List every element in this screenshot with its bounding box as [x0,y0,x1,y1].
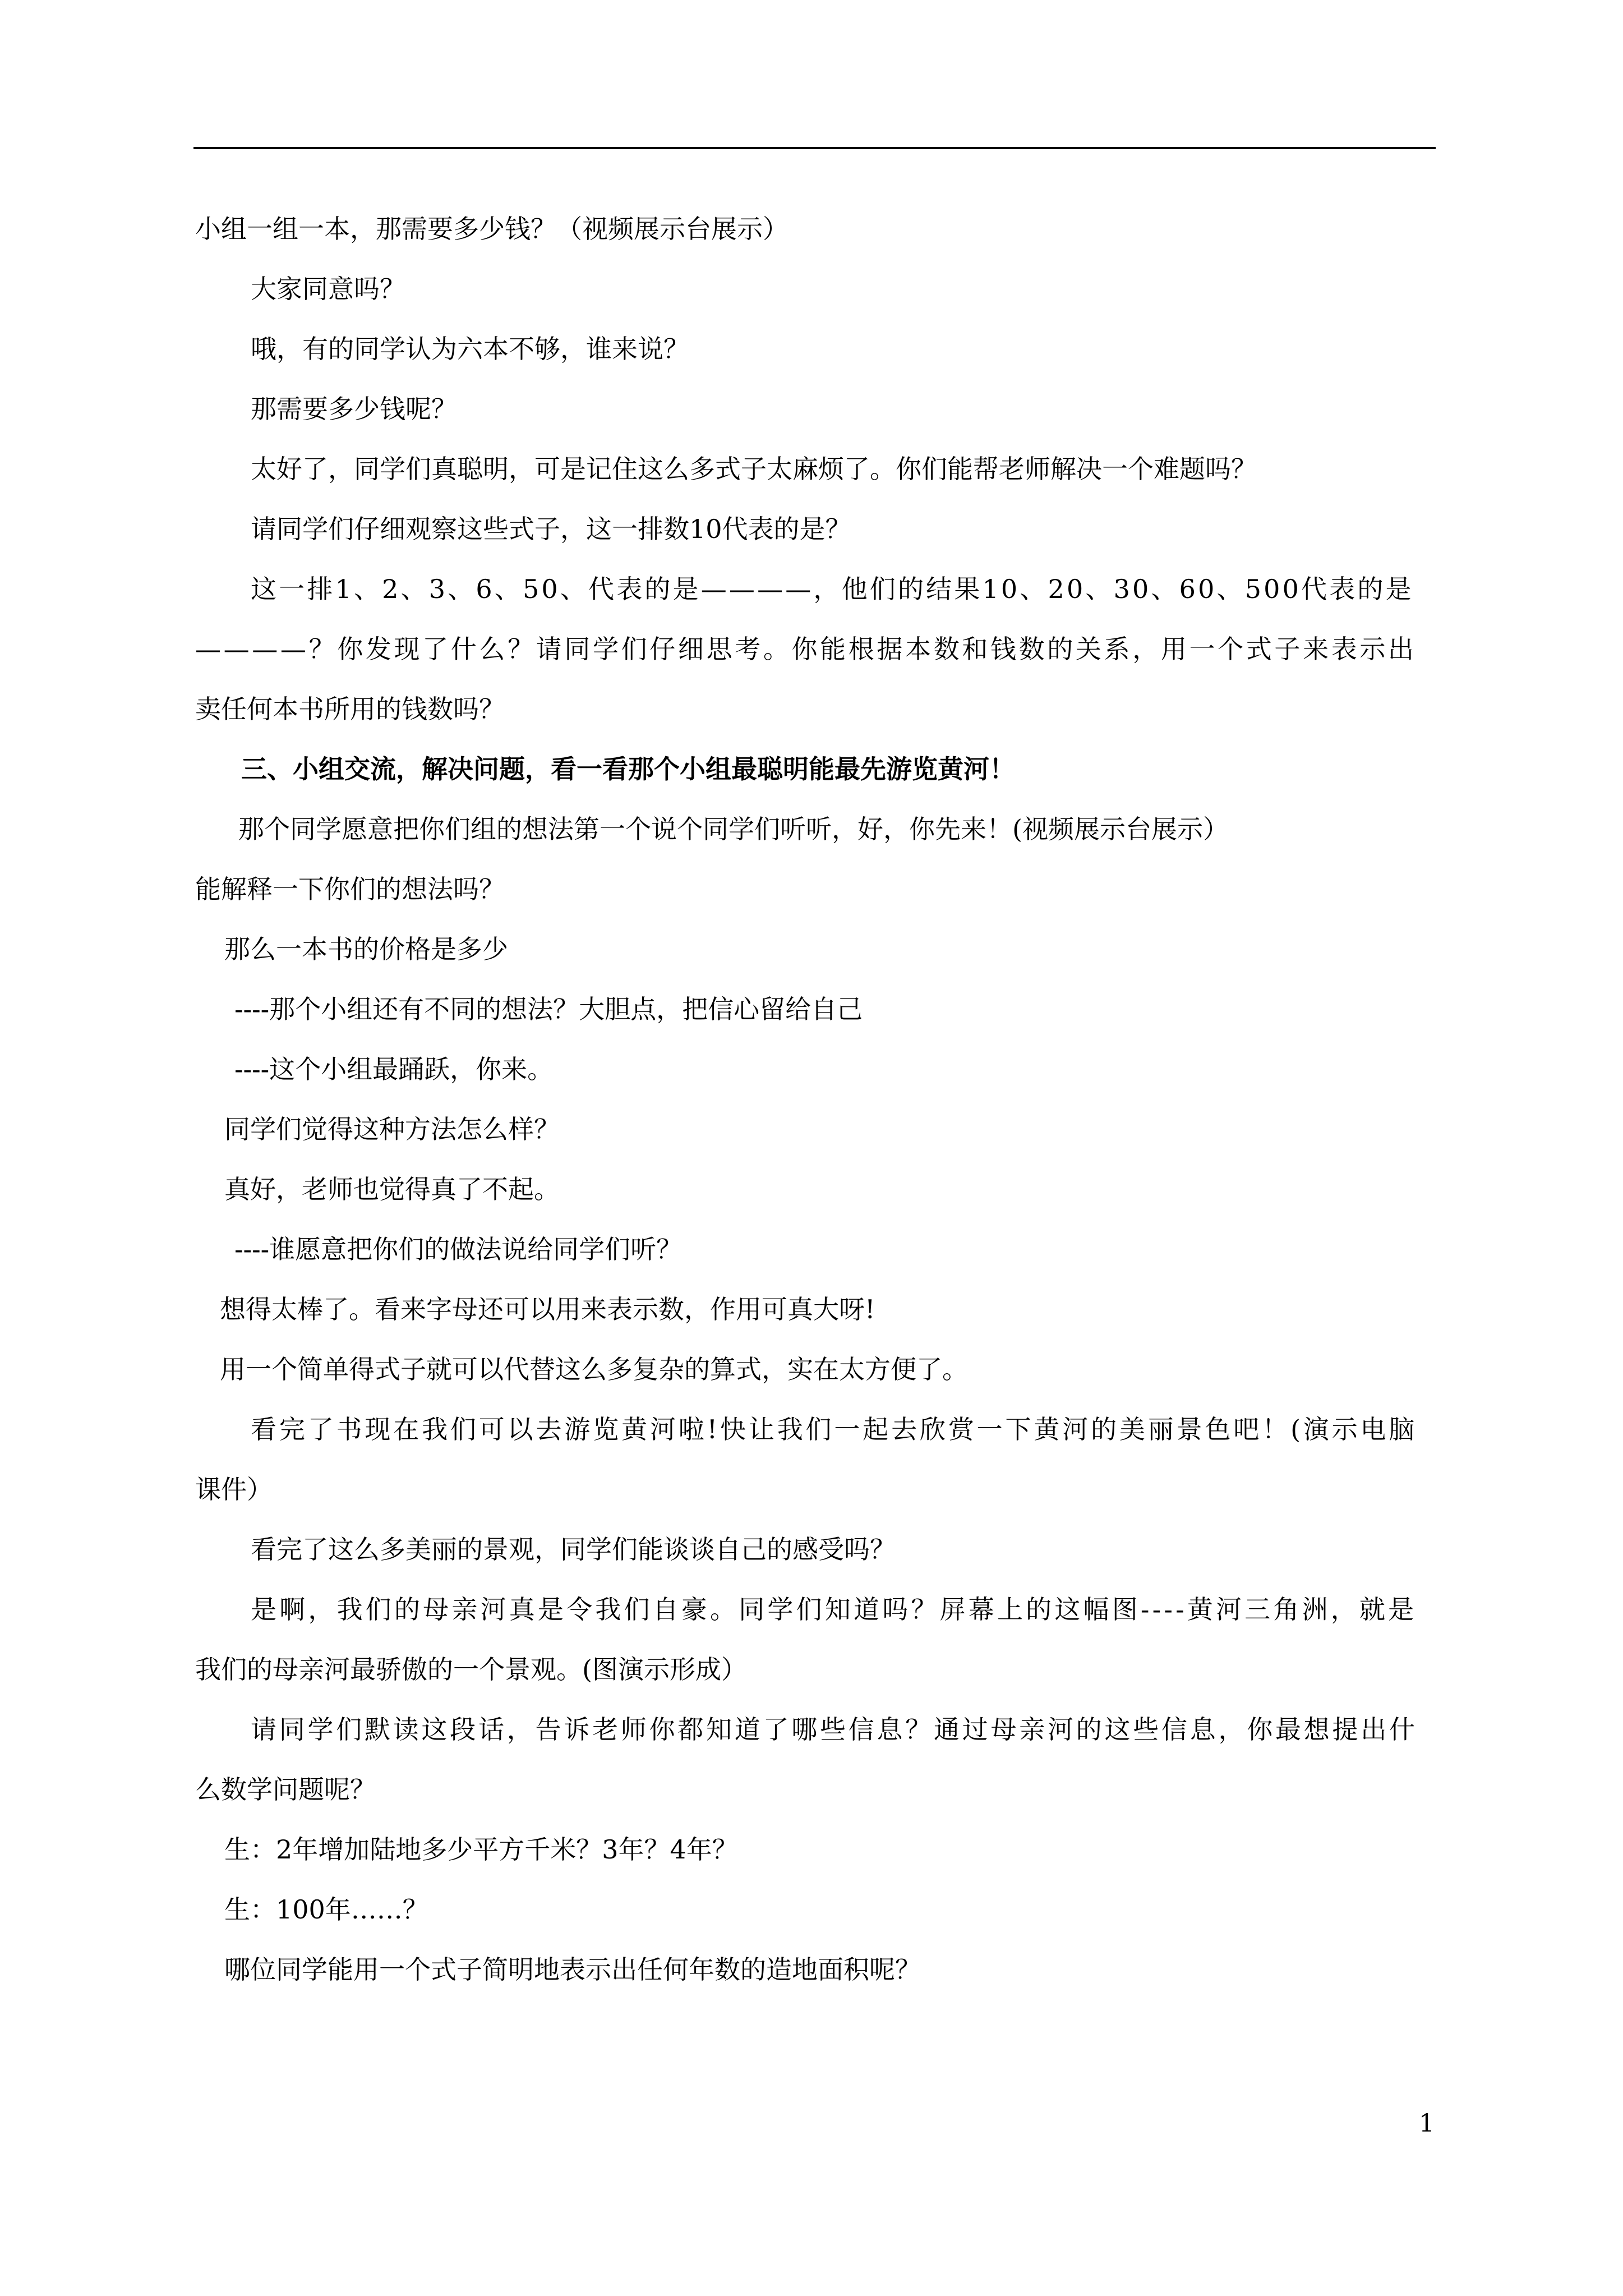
text-line: 小组一组一本，那需要多少钱？（视频展示台展示） [195,214,789,244]
text-line: 看完了这么多美丽的景观，同学们能谈谈自己的感受吗？ [251,1534,896,1565]
text-line: 同学们觉得这种方法怎么样？ [224,1114,560,1144]
text-line: 能解释一下你们的想法吗？ [195,874,505,904]
text-line: 那需要多少钱呢？ [251,394,457,424]
text-line: 那个同学愿意把你们组的想法第一个说个同学们听听，好，你先来！(视频展示台展示） [238,814,1229,844]
text-line: 这一排1、2、3、6、50、代表的是————，他们的结果10、20、30、60、500代表的是 [251,574,1414,604]
text-line: 看完了书现在我们可以去游览黄河啦!快让我们一起去欣赏一下黄河的美丽景色吧！(演示电脑 [251,1414,1418,1444]
text-line: 生：2年增加陆地多少平方千米？3年？4年？ [224,1834,738,1865]
text-line: 那么一本书的价格是多少 [224,934,508,964]
text-line: 真好，老师也觉得真了不起。 [224,1174,560,1204]
text-line: 哦，有的同学认为六本不够，谁来说？ [251,334,689,364]
text-line: 生：100年……？ [224,1894,428,1925]
text-line: 哪位同学能用一个式子简明地表示出任何年数的造地面积呢？ [224,1954,921,1985]
text-line: 三、小组交流，解决问题，看一看那个小组最聪明能最先游览黄河！ [241,754,1015,784]
page-number: 1 [1419,2109,1435,2138]
text-line: 太好了，同学们真聪明，可是记住这么多式子太麻烦了。你们能帮老师解决一个难题吗？ [251,454,1257,484]
text-line: 用一个简单得式子就可以代替这么多复杂的算式，实在太方便了。 [220,1354,968,1384]
text-line: 是啊，我们的母亲河真是令我们自豪。同学们知道吗？屏幕上的这幅图----黄河三角洲，就是 [251,1594,1417,1625]
text-line: 请同学们仔细观察这些式子，这一排数10代表的是？ [251,514,851,544]
text-line: ----谁愿意把你们的做法说给同学们听？ [234,1234,683,1264]
text-line: 我们的母亲河最骄傲的一个景观。(图演示形成） [195,1654,747,1685]
text-line: ————？你发现了什么？请同学们仔细思考。你能根据本数和钱数的关系，用一个式子来表示出 [195,634,1417,664]
header-rule [193,147,1436,149]
text-line: 请同学们默读这段话，告诉老师你都知道了哪些信息？通过母亲河的这些信息，你最想提出什 [251,1714,1418,1745]
text-line: 卖任何本书所用的钱数吗？ [195,694,505,724]
text-line: ----那个小组还有不同的想法？大胆点，把信心留给自己 [234,994,863,1024]
text-line: 么数学问题呢？ [195,1774,376,1805]
text-line: 想得太棒了。看来字母还可以用来表示数，作用可真大呀! [220,1294,875,1324]
text-line: ----这个小组最踊跃，你来。 [234,1054,554,1084]
text-line: 大家同意吗？ [251,274,405,304]
text-line: 课件） [195,1474,273,1504]
